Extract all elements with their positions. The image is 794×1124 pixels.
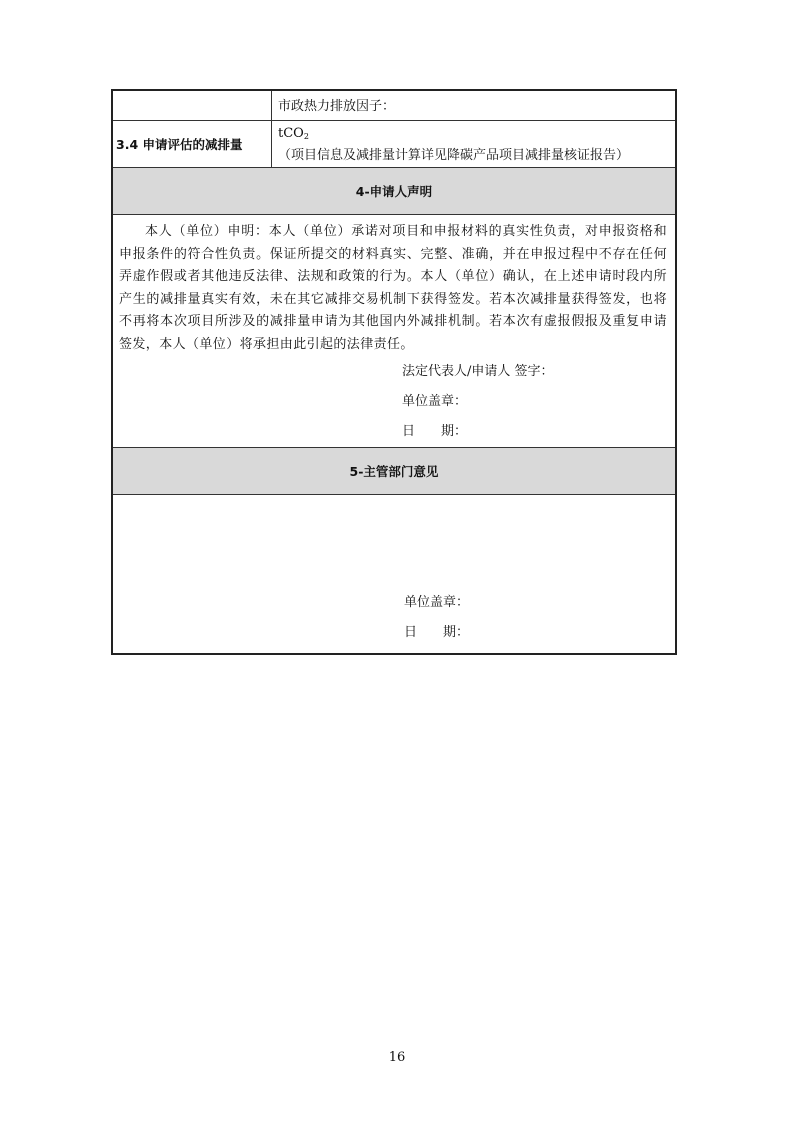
authority-seal-label: 单位盖章： <box>404 595 470 610</box>
reduction-amount-value <box>272 121 675 167</box>
reduction-unit-subscript: 2 <box>303 132 309 141</box>
authority-opinion <box>113 495 675 653</box>
heat-emission-factor-value: 市政热力排放因子： <box>278 99 396 114</box>
page-number: 16 <box>388 1050 406 1065</box>
heat-emission-factor-label-cell <box>113 91 272 120</box>
seal-label: 单位盖章： <box>402 394 468 409</box>
reduction-amount-label: 3.4 申请评估的减排量 <box>113 121 272 167</box>
declaration-text: 本人（单位）申明：本人（单位）承诺对项目和申报材料的真实性负责，对申报资格和申报条件的符合性负责。保证所提交的材料真实、完整、准确，并在申报过程中不存在任何弄虚作假或者其他违反法律、法规和政策的行为。本人（单位）确认，在上述申请时段内所产生的减排量真实有效，未在其它减排交易机制下获得签发。若本次减排量获得签发，也将不再将本次项目所涉及的减排量申请为其他国内外减排机制。若本次有虚报假报及重复申请签发，本人（单位）将承担由此引起的法律责任。 <box>119 224 667 352</box>
section-4-header <box>113 168 675 215</box>
reduction-unit <box>278 124 675 146</box>
section-4-title: 4-申请人声明 <box>355 184 433 199</box>
date-label: 日 期： <box>402 424 468 439</box>
section-5-header <box>113 448 675 495</box>
applicant-signature-block <box>402 362 667 452</box>
section-5-title: 5-主管部门意见 <box>349 464 439 479</box>
reduction-note: （项目信息及减排量计算详见降碳产品项目减排量核证报告） <box>278 148 630 163</box>
heat-emission-factor-row <box>113 91 675 121</box>
reduction-unit-main: tCO <box>278 126 304 141</box>
authority-signature-block <box>404 593 675 653</box>
authority-date-label: 日 期： <box>404 625 470 640</box>
reduction-amount-row <box>113 121 675 168</box>
application-form-table <box>111 89 677 655</box>
signature-label: 法定代表人/申请人 签字： <box>402 364 554 379</box>
applicant-declaration <box>113 215 675 448</box>
